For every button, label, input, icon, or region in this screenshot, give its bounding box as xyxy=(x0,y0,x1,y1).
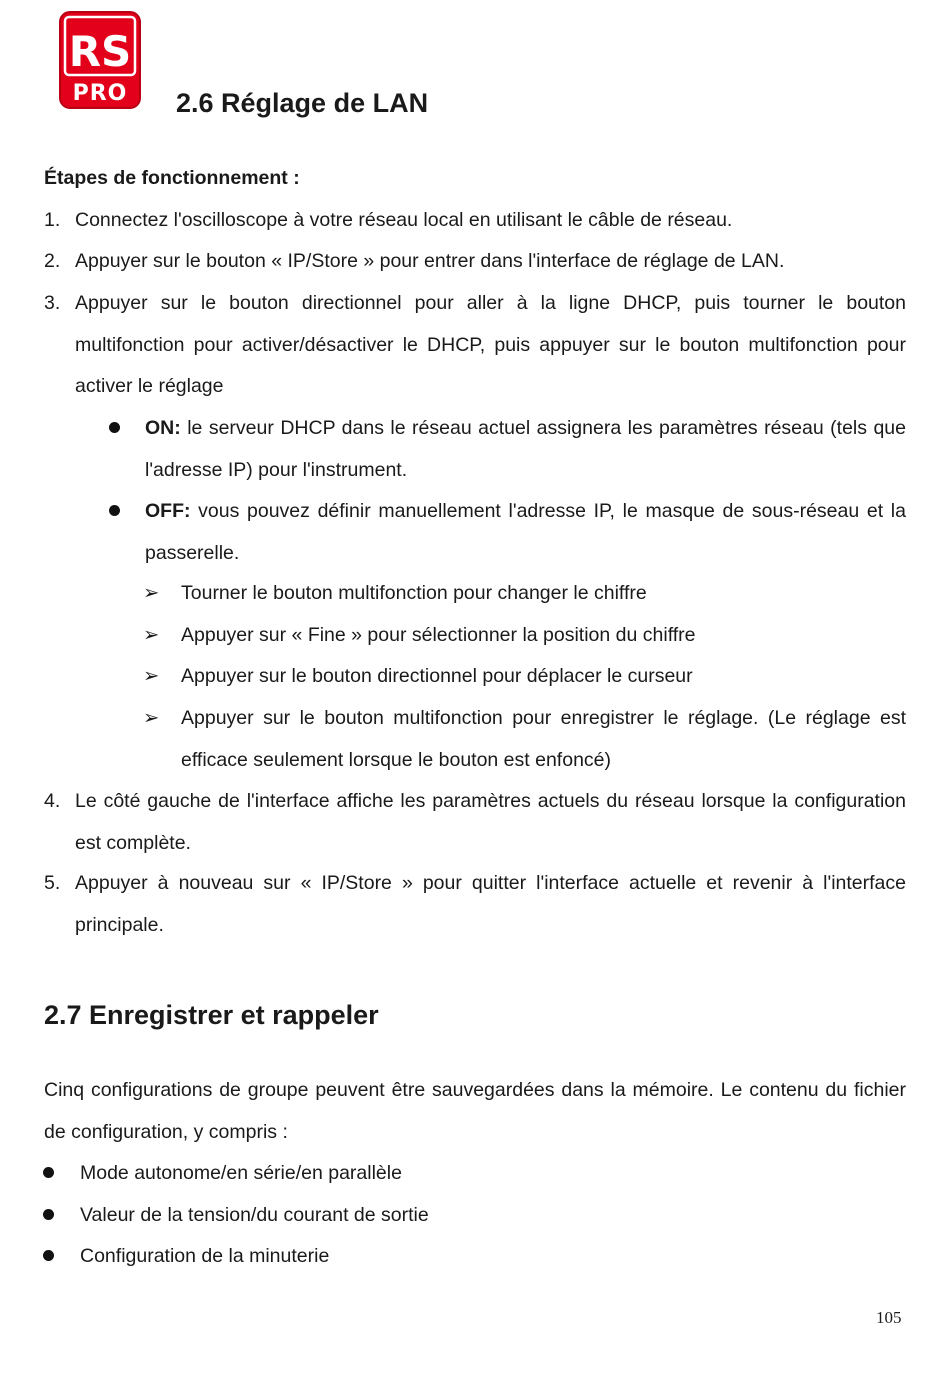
bullet-text: Valeur de la tension/du courant de sortie xyxy=(80,1204,429,1226)
list-item xyxy=(44,241,906,283)
bullet-icon xyxy=(43,1209,54,1220)
svg-text:PRO: PRO xyxy=(72,81,128,106)
list-item xyxy=(143,573,906,615)
step-number: 3. xyxy=(44,292,61,314)
list-item xyxy=(80,1153,402,1195)
list-item-on xyxy=(145,408,906,491)
bullet-icon xyxy=(43,1167,54,1178)
section-title-save-recall: 2.7 Enregistrer et rappeler xyxy=(44,1000,379,1030)
bullet-icon xyxy=(109,422,120,433)
on-description: le serveur DHCP dans le réseau actuel assignera les paramètres réseau (tels que l'adresse IP) pour l'instrument. xyxy=(145,417,906,481)
step-text: Connectez l'oscilloscope à votre réseau local en utilisant le câble de réseau. xyxy=(75,209,733,231)
bullet-icon xyxy=(43,1250,54,1261)
list-item xyxy=(80,1236,329,1278)
intro-paragraph: Cinq configurations de groupe peuvent être sauvegardées dans la mémoire. Le contenu du fichier de configuration, y compris : xyxy=(44,1079,906,1143)
sub-step-text: Appuyer sur « Fine » pour sélectionner la position du chiffre xyxy=(181,624,696,646)
step-text: Appuyer à nouveau sur « IP/Store » pour quitter l'interface actuelle et revenir à l'interface principale. xyxy=(75,872,906,936)
list-item xyxy=(143,615,906,657)
step-text: Appuyer sur le bouton directionnel pour aller à la ligne DHCP, puis tourner le bouton multifonction pour activer/désactiver le DHCP, puis appuyer sur le bouton multifonction pour activer le réglage xyxy=(75,292,906,397)
list-item xyxy=(44,283,906,408)
on-label: ON: xyxy=(145,417,181,439)
svg-text:RS: RS xyxy=(68,27,132,76)
sub-step-text: Appuyer sur le bouton multifonction pour enregistrer le réglage. (Le réglage est efficace seulement lorsque le bouton est enfoncé) xyxy=(181,707,906,771)
bullet-text: Configuration de la minuterie xyxy=(80,1245,330,1267)
step-number: 2. xyxy=(44,250,61,272)
sub-step-text: Appuyer sur le bouton directionnel pour déplacer le curseur xyxy=(181,665,693,687)
bullet-icon xyxy=(109,505,120,516)
list-item xyxy=(143,656,906,698)
off-description: vous pouvez définir manuellement l'adresse IP, le masque de sous-réseau et la passerelle. xyxy=(145,500,906,564)
arrow-bullet-icon: ➢ xyxy=(143,582,160,604)
bullet-text: Mode autonome/en série/en parallèle xyxy=(80,1162,402,1184)
list-item-off xyxy=(145,491,906,574)
sub-step-text: Tourner le bouton multifonction pour changer le chiffre xyxy=(181,582,647,604)
list-item xyxy=(143,698,906,781)
arrow-bullet-icon: ➢ xyxy=(143,665,160,687)
step-number: 4. xyxy=(44,790,61,812)
arrow-bullet-icon: ➢ xyxy=(143,624,160,646)
list-item xyxy=(44,863,906,946)
list-item xyxy=(44,781,906,864)
page-number: 105 xyxy=(876,1308,902,1327)
off-label: OFF: xyxy=(145,500,191,522)
arrow-bullet-icon: ➢ xyxy=(143,707,160,729)
list-item xyxy=(80,1195,429,1237)
step-text: Le côté gauche de l'interface affiche les paramètres actuels du réseau lorsque la configuration est complète. xyxy=(75,790,906,854)
step-text: Appuyer sur le bouton « IP/Store » pour entrer dans l'interface de réglage de LAN. xyxy=(75,250,785,272)
step-number: 1. xyxy=(44,209,61,231)
rs-pro-logo xyxy=(58,10,142,110)
step-number: 5. xyxy=(44,872,61,894)
steps-subheading: Étapes de fonctionnement : xyxy=(44,167,300,189)
section-title-lan: 2.6 Réglage de LAN xyxy=(176,88,429,118)
list-item xyxy=(44,200,906,242)
